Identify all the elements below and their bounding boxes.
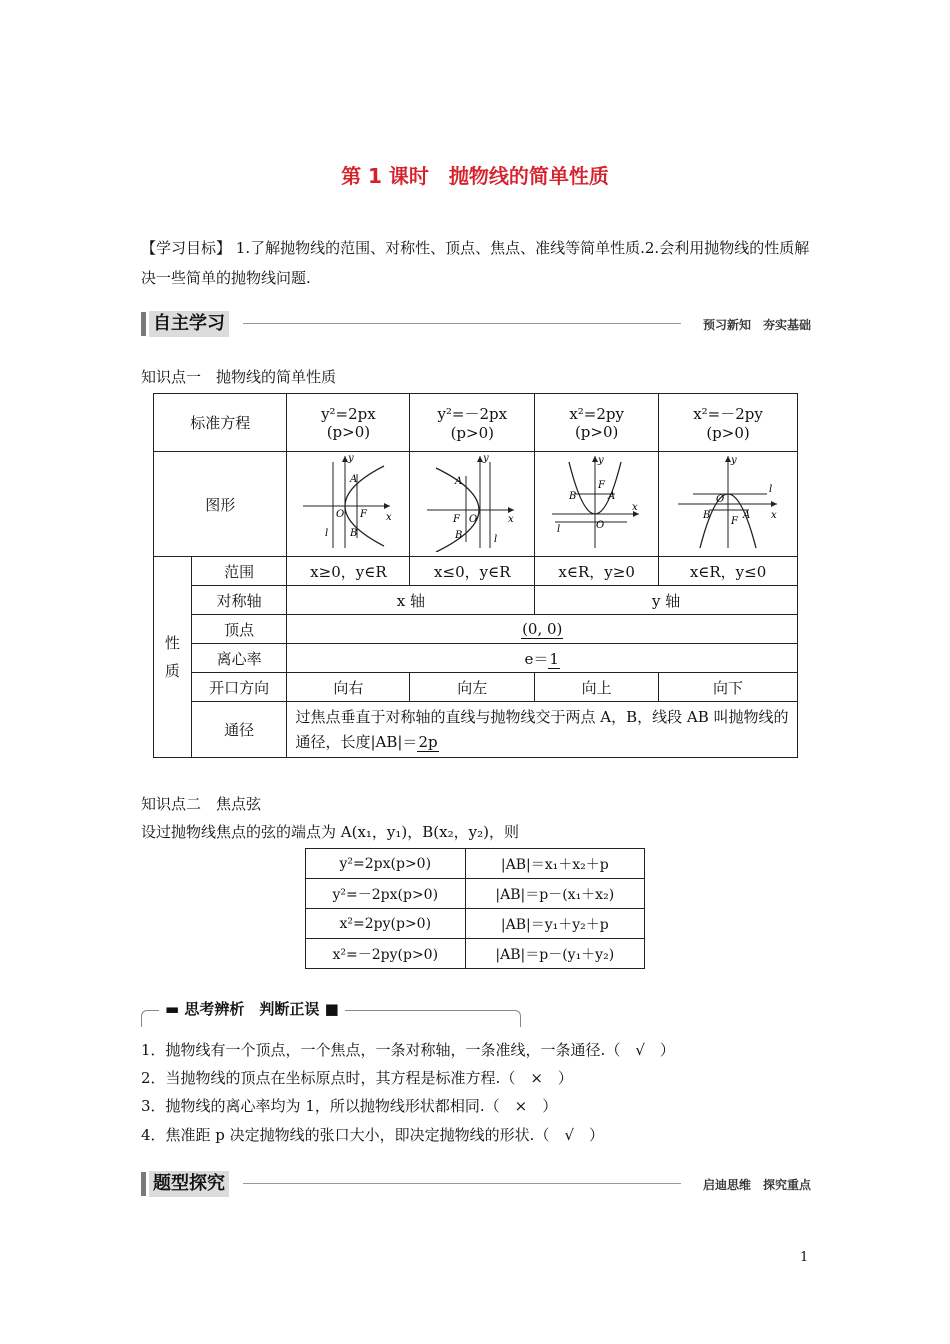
- section-marker: [141, 1172, 146, 1196]
- judgement-item: 1．抛物线有一个顶点，一个焦点，一条对称轴，一条准线，一条通径.（ √ ）: [141, 1041, 675, 1059]
- opening-value: 向上: [535, 673, 659, 702]
- fig-letter-x: x: [771, 510, 777, 521]
- section-rule: [243, 323, 681, 324]
- fig-letter-a: A: [607, 491, 615, 502]
- parabola-down-figure: [673, 452, 783, 552]
- fig-letter-o: O: [595, 520, 604, 531]
- eccentricity-value-cell: e＝1: [287, 644, 798, 673]
- axis-value: x 轴: [287, 586, 535, 615]
- fig-letter-l: l: [494, 534, 498, 545]
- header-label: 标准方程: [154, 394, 287, 452]
- fig-letter-b: B: [568, 491, 577, 502]
- eccentricity-value: 1: [549, 649, 559, 668]
- range-value: x≥0，y∈R: [287, 557, 410, 586]
- opening-label: 开口方向: [191, 673, 287, 702]
- axis-value: y 轴: [535, 586, 798, 615]
- fig-letter-o: O: [716, 494, 725, 505]
- figure-label: 图形: [154, 452, 287, 557]
- latus-value: 2p: [418, 732, 438, 751]
- judgement-item: 2．当抛物线的顶点在坐标原点时，其方程是标准方程.（ × ）: [141, 1069, 573, 1087]
- section-header-exploration: [141, 1170, 811, 1198]
- fig-letter-o: O: [469, 514, 478, 525]
- vertex-value: (0, 0): [522, 620, 563, 638]
- fig-letter-f: F: [731, 516, 738, 527]
- page-title: 第 1 课时 抛物线的简单性质: [341, 164, 609, 188]
- section-header-self-study: [141, 310, 811, 338]
- fig-letter-l: l: [325, 528, 329, 539]
- eccentricity-row: [154, 644, 798, 673]
- fig-letter-x: x: [508, 514, 514, 525]
- equation-cell: y²=2px (p>0): [287, 394, 410, 452]
- section-tag: 启迪思维 探究重点: [702, 1178, 811, 1192]
- goals-label: 【学习目标】: [141, 239, 232, 257]
- equation-cell: x²=－2py (p>0): [659, 394, 798, 452]
- vertex-label: 顶点: [191, 615, 287, 644]
- range-label: 范围: [191, 557, 287, 586]
- section-rule: [243, 1183, 681, 1184]
- equation-row: [154, 394, 798, 452]
- fig-letter-b: B: [455, 530, 463, 541]
- table-row: x²=2py(p>0) |AB|＝y₁＋y₂＋p: [306, 909, 645, 939]
- latus-row: [154, 702, 798, 758]
- judgement-item: 4．焦准距 p 决定抛物线的张口大小，即决定抛物线的形状.（ √ ）: [141, 1126, 605, 1144]
- parabola-left-figure: [422, 452, 522, 552]
- think-label: ▬ 思考辨析 判断正误 ■: [159, 998, 345, 1019]
- vertex-value-cell: [287, 615, 798, 644]
- table-row: y²=－2px(p>0) |AB|＝p－(x₁＋x₂): [306, 879, 645, 909]
- fig-letter-a: A: [455, 476, 463, 487]
- fig-letter-f: F: [453, 514, 461, 525]
- axis-label: 对称轴: [191, 586, 287, 615]
- vertex-row: [154, 615, 798, 644]
- section-label: 自主学习: [149, 311, 229, 337]
- table-row: y²=2px(p>0) |AB|＝x₁＋x₂＋p: [306, 849, 645, 879]
- equation-cell: y²=－2px (p>0): [410, 394, 535, 452]
- fig-letter-x: x: [631, 502, 638, 513]
- fig-letter-y: y: [348, 453, 355, 464]
- parabola-right-figure: [298, 452, 398, 552]
- page-number: 1: [800, 1250, 809, 1265]
- range-value: x∈R，y≤0: [659, 557, 798, 586]
- fig-letter-f: F: [597, 480, 605, 491]
- parabola-up-figure: [547, 452, 647, 552]
- goals-text: 1.了解抛物线的范围、对称性、顶点、焦点、准线等简单性质.2.会利用抛物线的性质解决一些简单的抛物线问题.: [141, 239, 810, 287]
- kp2-heading: 知识点二 焦点弦: [141, 795, 262, 813]
- section-marker: [141, 312, 146, 336]
- opening-value: 向下: [659, 673, 798, 702]
- figure-cell: [535, 452, 659, 557]
- table-row: x²=－2py(p>0) |AB|＝p－(y₁＋y₂): [306, 939, 645, 969]
- range-value: x∈R，y≥0: [535, 557, 659, 586]
- latus-label: 通径: [191, 702, 287, 758]
- fig-letter-y: y: [483, 453, 489, 464]
- properties-label: 性 质: [154, 557, 192, 758]
- fig-letter-x: x: [386, 512, 393, 523]
- kp1-heading: 知识点一 抛物线的简单性质: [141, 368, 337, 386]
- figure-cell: [659, 452, 798, 557]
- fig-letter-a: A: [350, 474, 358, 485]
- fig-letter-b: B: [350, 528, 358, 539]
- parabola-properties-table: [153, 393, 798, 758]
- kp2-intro: 设过抛物线焦点的弦的端点为 A(x₁，y₁)，B(x₂，y₂)，则: [141, 823, 519, 841]
- fig-letter-l: l: [769, 484, 773, 495]
- figure-cell: [287, 452, 410, 557]
- think-box: [141, 998, 521, 1028]
- focal-chord-table: [305, 848, 645, 969]
- eccentricity-label: 离心率: [191, 644, 287, 673]
- fig-letter-y: y: [597, 455, 604, 466]
- opening-value: 向右: [287, 673, 410, 702]
- range-value: x≤0，y∈R: [410, 557, 535, 586]
- fig-letter-y: y: [731, 455, 737, 466]
- opening-row: [154, 673, 798, 702]
- fig-letter-o: O: [336, 509, 345, 520]
- section-tag: 预习新知 夯实基础: [702, 318, 811, 332]
- figure-row: [154, 452, 798, 557]
- section-label: 题型探究: [149, 1171, 229, 1197]
- figure-cell: [410, 452, 535, 557]
- equation-cell: x²=2py (p>0): [535, 394, 659, 452]
- opening-value: 向左: [410, 673, 535, 702]
- fig-letter-b: B: [703, 510, 711, 521]
- axis-row: [154, 586, 798, 615]
- latus-text-cell: 过焦点垂直于对称轴的直线与抛物线交于两点 A，B，线段 AB 叫抛物线的通径，长度|AB|＝2p: [287, 702, 798, 758]
- range-row: [154, 557, 798, 586]
- fig-letter-f: F: [360, 509, 368, 520]
- fig-letter-a: A: [743, 510, 751, 521]
- judgement-item: 3．抛物线的离心率均为 1，所以抛物线形状都相同.（ × ）: [141, 1097, 558, 1115]
- learning-goals: [141, 233, 813, 293]
- fig-letter-l: l: [556, 524, 560, 535]
